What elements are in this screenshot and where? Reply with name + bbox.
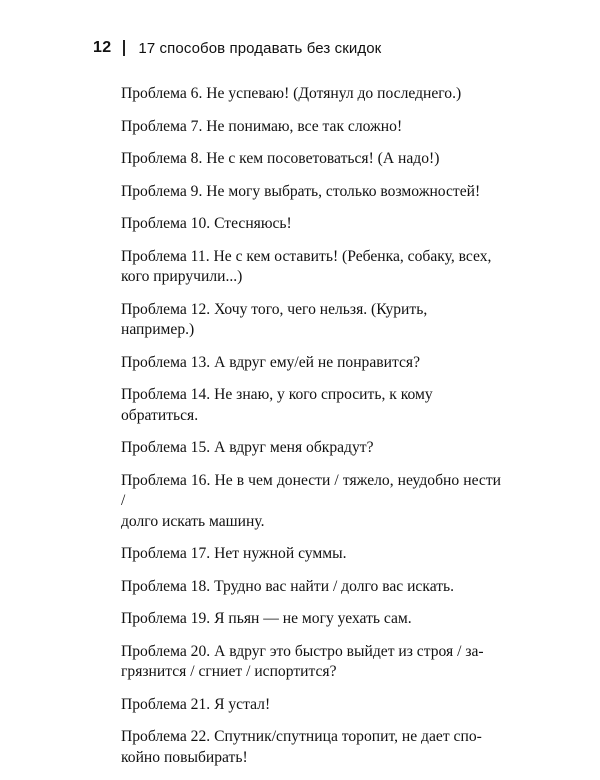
problem-text-line: Проблема 16. Не в чем донести / тяжело, неудобно нести /	[121, 471, 501, 509]
page-number: 12	[93, 39, 112, 56]
problem-item	[121, 353, 501, 374]
problem-text-line: Проблема 20. А вдруг это быстро выйдет из строя / за-	[121, 642, 484, 660]
problem-text-line: Проблема 22. Спутник/спутница торопит, не дает спо-	[121, 728, 482, 745]
problem-item	[121, 247, 501, 288]
problem-item	[121, 544, 501, 565]
problem-text-line: Проблема 10. Стесняюсь!	[121, 215, 292, 232]
problem-item	[121, 609, 501, 630]
problem-item	[121, 695, 501, 716]
problem-item	[121, 214, 501, 235]
problem-text-line: долго искать машину.	[121, 512, 265, 530]
problem-item	[121, 117, 501, 138]
problem-text-line: Проблема 7. Не понимаю, все так сложно!	[121, 117, 403, 135]
header-separator	[123, 40, 125, 56]
problem-list	[121, 84, 501, 780]
problem-item	[121, 471, 501, 533]
problem-item	[121, 727, 501, 768]
book-title: 17 способов продавать без скидок	[138, 39, 382, 57]
problem-text-line: Проблема 8. Не с кем посоветоваться! (А надо!)	[121, 150, 440, 167]
problem-item	[121, 385, 501, 426]
problem-text-line: кого приручили...)	[121, 268, 243, 285]
problem-text-line: Проблема 19. Я пьян — не могу уехать сам.	[121, 610, 412, 627]
problem-text-line: грязнится / сгниет / испортится?	[121, 663, 337, 680]
problem-text-line: Проблема 11. Не с кем оставить! (Ребенка, собаку, всех,	[121, 247, 492, 265]
problem-text-line: Проблема 14. Не знаю, у кого спросить, к кому обратиться.	[121, 386, 433, 424]
problem-text-line: Проблема 12. Хочу того, чего нельзя. (Курить, например.)	[121, 300, 428, 338]
problem-item	[121, 84, 501, 105]
problem-text-line: Проблема 15. А вдруг меня обкрадут?	[121, 439, 374, 456]
problem-text-line: Проблема 6. Не успеваю! (Дотянул до последнего.)	[121, 85, 462, 102]
problem-item	[121, 642, 501, 683]
problem-text-line: Проблема 21. Я устал!	[121, 695, 271, 713]
problem-text-line: койно повыбирать!	[121, 748, 248, 766]
problem-item	[121, 577, 501, 598]
problem-text-line: Проблема 13. А вдруг ему/ей не понравится?	[121, 353, 421, 371]
problem-item	[121, 300, 501, 341]
problem-text-line: Проблема 18. Трудно вас найти / долго вас искать.	[121, 577, 455, 595]
running-header	[93, 37, 381, 59]
problem-item	[121, 182, 501, 203]
problem-item	[121, 149, 501, 170]
problem-text-line: Проблема 17. Нет нужной суммы.	[121, 545, 347, 562]
problem-text-line: Проблема 9. Не могу выбрать, столько возможностей!	[121, 182, 481, 200]
problem-item	[121, 438, 501, 459]
